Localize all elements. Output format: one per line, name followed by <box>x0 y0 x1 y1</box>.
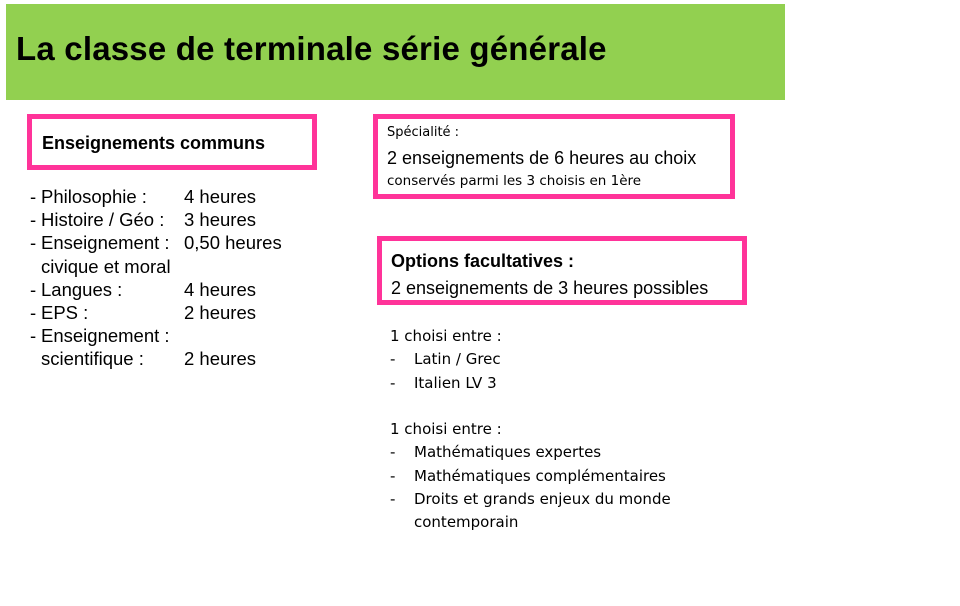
list-item: - Latin / Grec <box>390 350 501 369</box>
specialite-label: Spécialité : <box>387 125 460 140</box>
communs-row-value: 2 heures <box>184 348 256 370</box>
specialite-box <box>373 114 735 199</box>
options-line2: 2 enseignements de 3 heures possibles <box>391 278 709 298</box>
communs-list <box>30 185 330 371</box>
communs-heading-box <box>27 114 317 170</box>
communs-row-name: Histoire / Géo : <box>41 209 165 231</box>
specialite-line3: conservés parmi les 3 choisis en 1ère <box>387 173 642 189</box>
options-heading: Options facultatives : <box>391 251 575 271</box>
communs-row-name: Enseignement : <box>41 232 170 254</box>
options-group1-header: 1 choisi entre : <box>390 327 502 345</box>
communs-row-value: 3 heures <box>184 209 256 231</box>
communs-row-value: 4 heures <box>184 278 256 300</box>
list-item: - Italien LV 3 <box>390 373 497 392</box>
communs-row-name: scientifique : <box>41 348 144 370</box>
list-item: - Droits et grands enjeux du monde <box>390 490 671 509</box>
list-item: - Mathématiques expertes <box>390 443 602 462</box>
communs-row-name: civique et moral <box>41 255 171 277</box>
communs-row-name: Enseignement : <box>41 325 170 347</box>
communs-row: - Langues : 4 heures <box>30 278 256 300</box>
communs-row-value: 2 heures <box>184 301 256 323</box>
communs-row: - Histoire / Géo : 3 heures <box>30 209 256 231</box>
options-list <box>390 325 790 535</box>
communs-row-value: 4 heures <box>184 186 256 207</box>
communs-row <box>30 347 330 370</box>
list-item: contemporain <box>414 513 519 532</box>
communs-row-name: Langues : <box>41 278 123 300</box>
options-group2-header: 1 choisi entre : <box>390 420 502 439</box>
communs-row-name: Philosophie : <box>41 186 147 207</box>
communs-row: - EPS : 2 heures <box>30 301 256 323</box>
communs-row: - Enseignement : <box>30 325 170 347</box>
communs-row: - Philosophie : 4 heures <box>30 186 256 207</box>
page-title: La classe de terminale série générale <box>16 30 607 67</box>
title-banner <box>6 4 785 100</box>
list-item: - Mathématiques complémentaires <box>390 466 666 485</box>
communs-heading: Enseignements communs <box>42 133 266 153</box>
specialite-line2: 2 enseignements de 6 heures au choix <box>387 148 697 168</box>
options-box <box>377 236 747 305</box>
spacer <box>390 395 790 418</box>
communs-row-name: EPS : <box>41 301 89 323</box>
communs-row: - Enseignement : 0,50 heures <box>30 232 282 254</box>
communs-row <box>30 255 330 278</box>
communs-row-value: 0,50 heures <box>184 232 282 254</box>
